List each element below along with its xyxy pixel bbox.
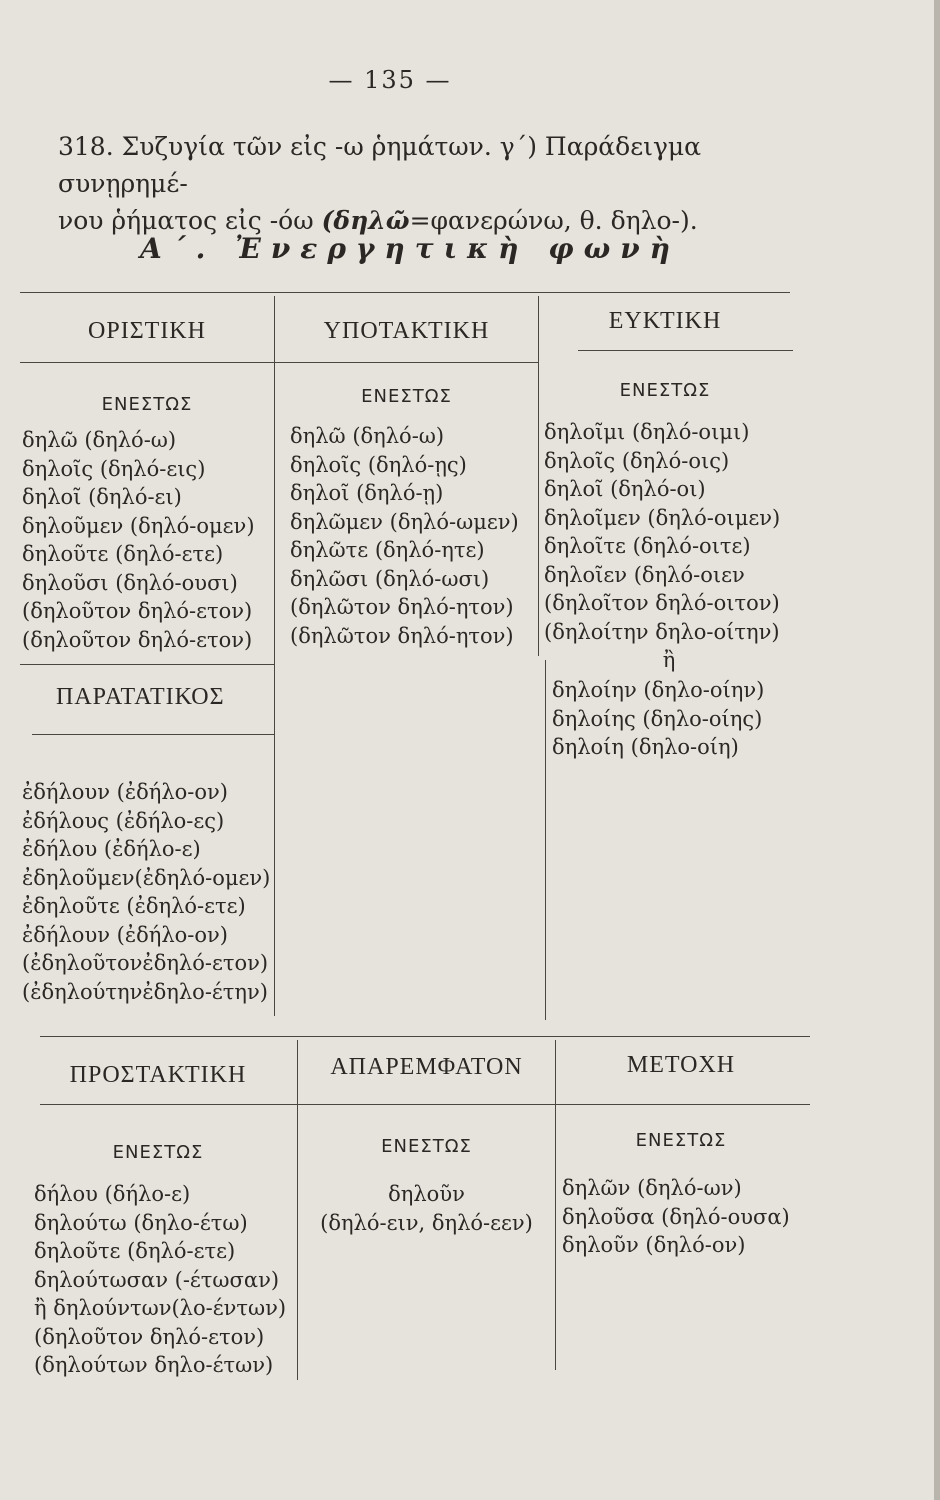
tense-label-ypotaktiki: ΕΝΕΣΤΩΣ bbox=[361, 386, 452, 407]
list-item: ἐδήλουν (ἐδήλο-ον) bbox=[22, 922, 228, 947]
list-item: δηλοῖς (δηλό-οις) bbox=[544, 448, 730, 473]
list-item: (δηλό-ειν, δηλό-εεν) bbox=[320, 1210, 533, 1235]
table-top-rule bbox=[20, 292, 790, 293]
intro-line-2-end: =φανερώνω, θ. δηλο-). bbox=[409, 206, 698, 235]
list-item: δηλοῦσι (δηλό-ουσι) bbox=[22, 570, 238, 595]
lower-table-top-rule bbox=[40, 1036, 810, 1037]
list-item: δηλοίη (δηλο-οίη) bbox=[552, 735, 739, 759]
list-item: ἐδηλοῦτε (ἐδηλό-ετε) bbox=[22, 894, 246, 918]
list-item: δηλοῖεν (δηλό-οιεν bbox=[544, 562, 745, 587]
list-item: δηλούτω (δηλο-έτω) bbox=[34, 1210, 248, 1235]
list-item: δηλοῖμεν (δηλό-οιμεν) bbox=[544, 505, 781, 530]
mood-title-oristiki: ΟΡΙΣΤΙΚΗ bbox=[88, 318, 206, 344]
list-item: δηλῶν (δηλό-ων) bbox=[562, 1176, 742, 1200]
lower-header-rule bbox=[40, 1104, 810, 1105]
list-item: (δηλούτων δηλο-έτων) bbox=[34, 1353, 274, 1377]
lower-column-divider-2 bbox=[555, 1040, 556, 1370]
tense-label-aparemfaton: ΕΝΕΣΤΩΣ bbox=[381, 1136, 472, 1157]
list-item: δηλοίης (δηλο-οίης) bbox=[552, 706, 763, 731]
list-item: (δηλοῦτον δηλό-ετον) bbox=[22, 627, 253, 652]
page-edge bbox=[934, 0, 940, 1500]
tense-label-metochi: ΕΝΕΣΤΩΣ bbox=[635, 1130, 727, 1151]
list-item: δηλοῦμεν (δηλό-ομεν) bbox=[22, 513, 255, 538]
mood-title-prostaktiki: ΠΡΟΣΤΑΚΤΙΚΗ bbox=[69, 1062, 247, 1088]
section-intro bbox=[58, 128, 798, 239]
voice-title: Α΄. Ἐνεργητικὴ φωνὴ bbox=[139, 232, 681, 265]
tense-label-prostaktiki: ΕΝΕΣΤΩΣ bbox=[112, 1142, 204, 1163]
prostaktiki-list bbox=[34, 1180, 286, 1380]
euktiki-enestos-list bbox=[544, 418, 794, 675]
list-item: δηλοῖς (δηλό-ῃς) bbox=[290, 452, 467, 477]
list-item-or: ἢ bbox=[662, 648, 676, 672]
column-divider-2-lower bbox=[545, 660, 546, 1020]
list-item: (δηλοῦτον δηλό-ετον) bbox=[22, 599, 253, 623]
list-item: (δηλοίτην δηλο-οίτην) bbox=[544, 619, 780, 644]
list-item: (δηλοῖτον δηλό-οιτον) bbox=[544, 591, 780, 615]
tense-title-paratatikos: ΠΑΡΑΤΑΤΙΚΟΣ bbox=[56, 684, 225, 710]
list-item: δηλοίην (δηλο-οίην) bbox=[552, 678, 765, 702]
header-rule-left bbox=[20, 362, 538, 363]
list-item: δηλοῖτε (δηλό-οιτε) bbox=[544, 534, 751, 558]
list-item: δηλοῦτε (δηλό-ετε) bbox=[22, 542, 224, 566]
intro-line-2-start: νου ῥήματος εἰς -όω bbox=[58, 206, 322, 235]
paratatikos-bottom-rule bbox=[32, 734, 274, 735]
tense-label-euktiki: ΕΝΕΣΤΩΣ bbox=[619, 380, 711, 401]
list-item: (δηλῶτον δηλό-ητον) bbox=[290, 623, 514, 648]
list-item: δηλοῖ (δηλό-ει) bbox=[22, 485, 182, 509]
metochi-list bbox=[562, 1174, 790, 1260]
list-item: δηλῶ (δηλό-ω) bbox=[290, 424, 445, 448]
list-item: (δηλοῦτον δηλό-ετον) bbox=[34, 1324, 265, 1349]
list-item: ἐδήλουν (ἐδήλο-ον) bbox=[22, 780, 228, 804]
list-item: δηλῶσι (δηλό-ωσι) bbox=[290, 566, 490, 591]
paratatikos-top-rule bbox=[20, 664, 274, 665]
list-item: δηλῶτε (δηλό-ητε) bbox=[290, 538, 485, 562]
list-item: (δηλῶτον δηλό-ητον) bbox=[290, 595, 514, 619]
list-item: ἐδήλου (ἐδήλο-ε) bbox=[22, 837, 201, 861]
tense-label-oristiki: ΕΝΕΣΤΩΣ bbox=[101, 394, 193, 415]
list-item: (ἐδηλούτηνἐδηλο-έτην) bbox=[22, 979, 268, 1004]
intro-line-1: 318. Συζυγία τῶν εἰς -ω ῥημάτων. γ΄) Παράδειγμα συνῃρημέ- bbox=[58, 132, 702, 198]
list-item: ἐδήλους (ἐδήλο-ες) bbox=[22, 808, 225, 833]
mood-title-euktiki: ΕΥΚΤΙΚΗ bbox=[608, 308, 722, 334]
mood-title-metochi: ΜΕΤΟΧΗ bbox=[626, 1052, 736, 1078]
paratatikos-list bbox=[22, 778, 270, 1006]
list-item: δηλοῖ (δηλό-οι) bbox=[544, 477, 706, 501]
intro-verb-bold: (δηλῶ bbox=[321, 206, 410, 235]
page-number: — 135 — bbox=[328, 66, 452, 94]
mood-title-ypotaktiki: ΥΠΟΤΑΚΤΙΚΗ bbox=[323, 318, 490, 344]
list-item: (ἐδηλοῦτονἐδηλό-ετον) bbox=[22, 951, 269, 975]
list-item: δήλου (δήλο-ε) bbox=[34, 1182, 191, 1206]
list-item: δηλῶ (δηλό-ω) bbox=[22, 428, 177, 452]
euktiki-alt-list bbox=[552, 676, 764, 762]
list-item: δηλῶμεν (δηλό-ωμεν) bbox=[290, 509, 519, 534]
list-item: δηλοῦν bbox=[388, 1182, 465, 1206]
list-item: δηλοῦσα (δηλό-ουσα) bbox=[562, 1204, 790, 1229]
list-item: δηλοῦν (δηλό-ον) bbox=[562, 1233, 746, 1257]
list-item: δηλοῖ (δηλό-ῃ) bbox=[290, 481, 444, 505]
header-rule-right bbox=[578, 350, 793, 351]
oristiki-enestos-list bbox=[22, 426, 255, 654]
list-item: ἐδηλοῦμεν(ἐδηλό-ομεν) bbox=[22, 865, 271, 890]
list-item: δηλούτωσαν (-έτωσαν) bbox=[34, 1267, 280, 1292]
mood-title-aparemfaton: ΑΠΑΡΕΜΦΑΤΟΝ bbox=[330, 1054, 523, 1080]
list-item: δηλοῦτε (δηλό-ετε) bbox=[34, 1239, 236, 1263]
list-item: δηλοῖμι (δηλό-οιμι) bbox=[544, 420, 750, 444]
ypotaktiki-enestos-list bbox=[290, 422, 519, 650]
aparemfaton-list bbox=[298, 1180, 555, 1237]
list-item: δηλοῖς (δηλό-εις) bbox=[22, 456, 206, 481]
column-divider-2 bbox=[538, 296, 539, 656]
list-item: ἢ δηλούντων(λο-έντων) bbox=[34, 1296, 287, 1320]
